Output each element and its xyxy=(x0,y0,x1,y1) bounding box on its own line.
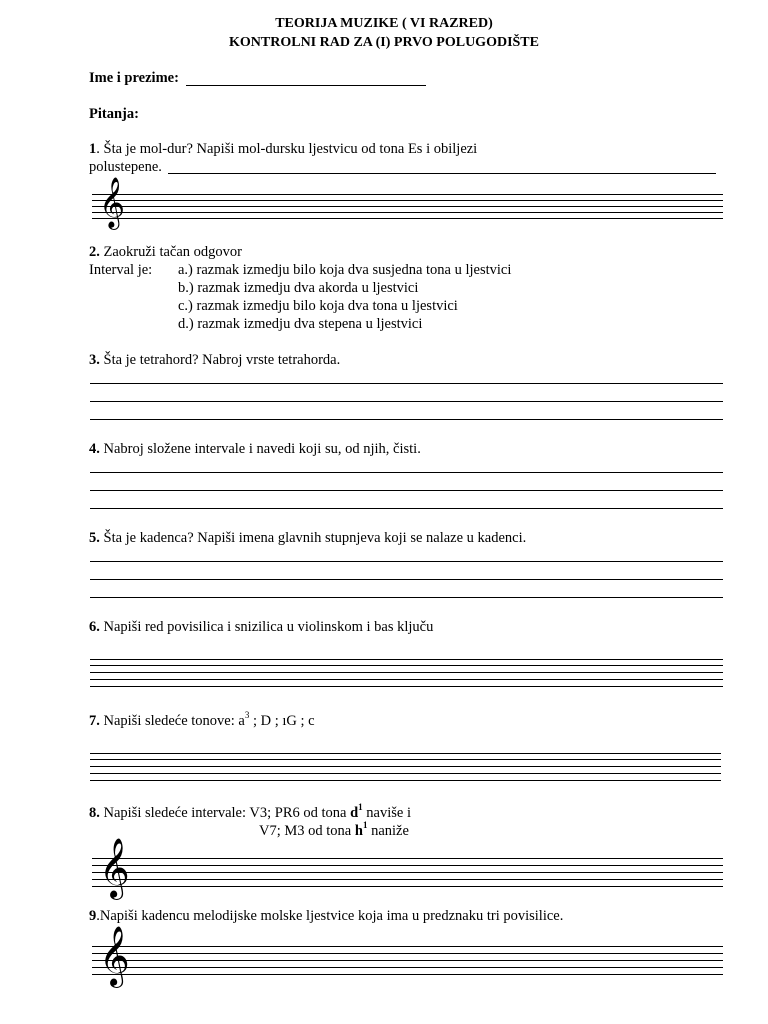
question-3-prompt: Šta je tetrahord? Nabroj vrste tetrahorda. xyxy=(99,352,341,368)
option-c[interactable]: c.) razmak izmedju bilo koja dva tona u ljestvici xyxy=(178,298,458,314)
question-9-staff[interactable] xyxy=(92,926,723,986)
treble-clef-icon: 𝄞 xyxy=(99,838,130,898)
question-8-note-d: d xyxy=(350,805,359,821)
question-3-answer-line[interactable] xyxy=(90,383,723,384)
question-3-text xyxy=(89,353,340,368)
question-3-number: 3. xyxy=(89,352,100,368)
question-5-answer-line[interactable] xyxy=(90,579,723,580)
question-7-staff[interactable] xyxy=(90,753,721,781)
question-7-text xyxy=(89,710,315,729)
question-8-prompt: Napiši sledeće intervale: V3; PR6 od tona xyxy=(99,805,351,821)
question-5-answer-line[interactable] xyxy=(90,597,723,598)
question-4-prompt: Nabroj složene intervale i navedi koji su, od njih, čisti. xyxy=(99,441,421,457)
question-7-tones: ; D ; ıG ; c xyxy=(249,713,315,729)
question-6-staff[interactable] xyxy=(90,659,723,687)
question-8-note-d-octave: 1 xyxy=(358,802,363,813)
question-8-text xyxy=(89,802,411,821)
question-8-prompt-2: V7; M3 od tona xyxy=(259,823,355,839)
question-8-staff[interactable] xyxy=(92,838,723,898)
question-3-answer-line[interactable] xyxy=(90,401,723,402)
question-5-number: 5. xyxy=(89,530,100,546)
question-1-text-cont: polustepene. xyxy=(89,159,162,175)
treble-clef-icon: 𝄞 xyxy=(99,177,126,228)
question-1-answer-line[interactable] xyxy=(168,173,716,174)
question-4-answer-line[interactable] xyxy=(90,472,723,473)
question-8-note-h-octave: 1 xyxy=(362,820,368,831)
question-7-prompt: Napiši sledeće tonove: a xyxy=(99,713,245,729)
question-9-text xyxy=(89,909,563,924)
name-field-line[interactable] xyxy=(186,85,426,86)
question-2-text xyxy=(89,245,242,260)
question-8-text-line2 xyxy=(259,820,409,839)
question-2-prompt: Zaokruži tačan odgovor xyxy=(99,244,243,260)
question-8-direction-down: naniže xyxy=(367,823,409,839)
question-4-answer-line[interactable] xyxy=(90,490,723,491)
question-4-answer-line[interactable] xyxy=(90,508,723,509)
page-title: TEORIJA MUZIKE ( VI RAZRED) xyxy=(275,16,493,31)
question-1-number: 1 xyxy=(89,141,97,157)
question-4-number: 4. xyxy=(89,441,100,457)
option-a[interactable]: a.) razmak izmedju bilo koja dva susjedna tona u ljestvici xyxy=(178,262,512,278)
question-1-prompt: . Šta je mol-dur? Napiši mol-dursku ljestvicu od tona Es i obiljezi xyxy=(96,141,478,157)
question-9-prompt: .Napiši kadencu melodijske molske ljestvice koja ima u predznaku tri povisilice. xyxy=(96,908,564,924)
question-1-staff[interactable] xyxy=(92,177,723,228)
question-4-text xyxy=(89,442,421,457)
option-b[interactable]: b.) razmak izmedju dva akorda u ljestvici xyxy=(178,280,419,296)
question-1-text xyxy=(89,142,477,157)
question-8-direction-up: naviše i xyxy=(362,805,411,821)
treble-clef-icon: 𝄞 xyxy=(99,926,130,986)
option-d[interactable]: d.) razmak izmedju dva stepena u ljestvici xyxy=(178,316,423,332)
question-6-prompt: Napiši red povisilica i snizilica u violinskom i bas ključu xyxy=(99,619,434,635)
question-6-text xyxy=(89,620,433,635)
question-9-number: 9 xyxy=(89,908,97,924)
question-7-superscript: 3 xyxy=(244,710,250,721)
question-8-number: 8. xyxy=(89,805,100,821)
page-subtitle: KONTROLNI RAD ZA (I) PRVO POLUGODIŠTE xyxy=(229,35,539,50)
question-5-answer-line[interactable] xyxy=(90,561,723,562)
question-5-text xyxy=(89,531,526,546)
name-label: Ime i prezime: xyxy=(89,70,179,86)
question-7-number: 7. xyxy=(89,713,100,729)
question-5-prompt: Šta je kadenca? Napiši imena glavnih stupnjeva koji se nalaze u kadenci. xyxy=(99,530,527,546)
question-3-answer-line[interactable] xyxy=(90,419,723,420)
question-6-number: 6. xyxy=(89,619,100,635)
question-8-note-h: h xyxy=(354,823,363,839)
questions-heading: Pitanja: xyxy=(89,106,139,122)
question-2-number: 2. xyxy=(89,244,100,260)
question-2-lead: Interval je: xyxy=(89,262,153,278)
